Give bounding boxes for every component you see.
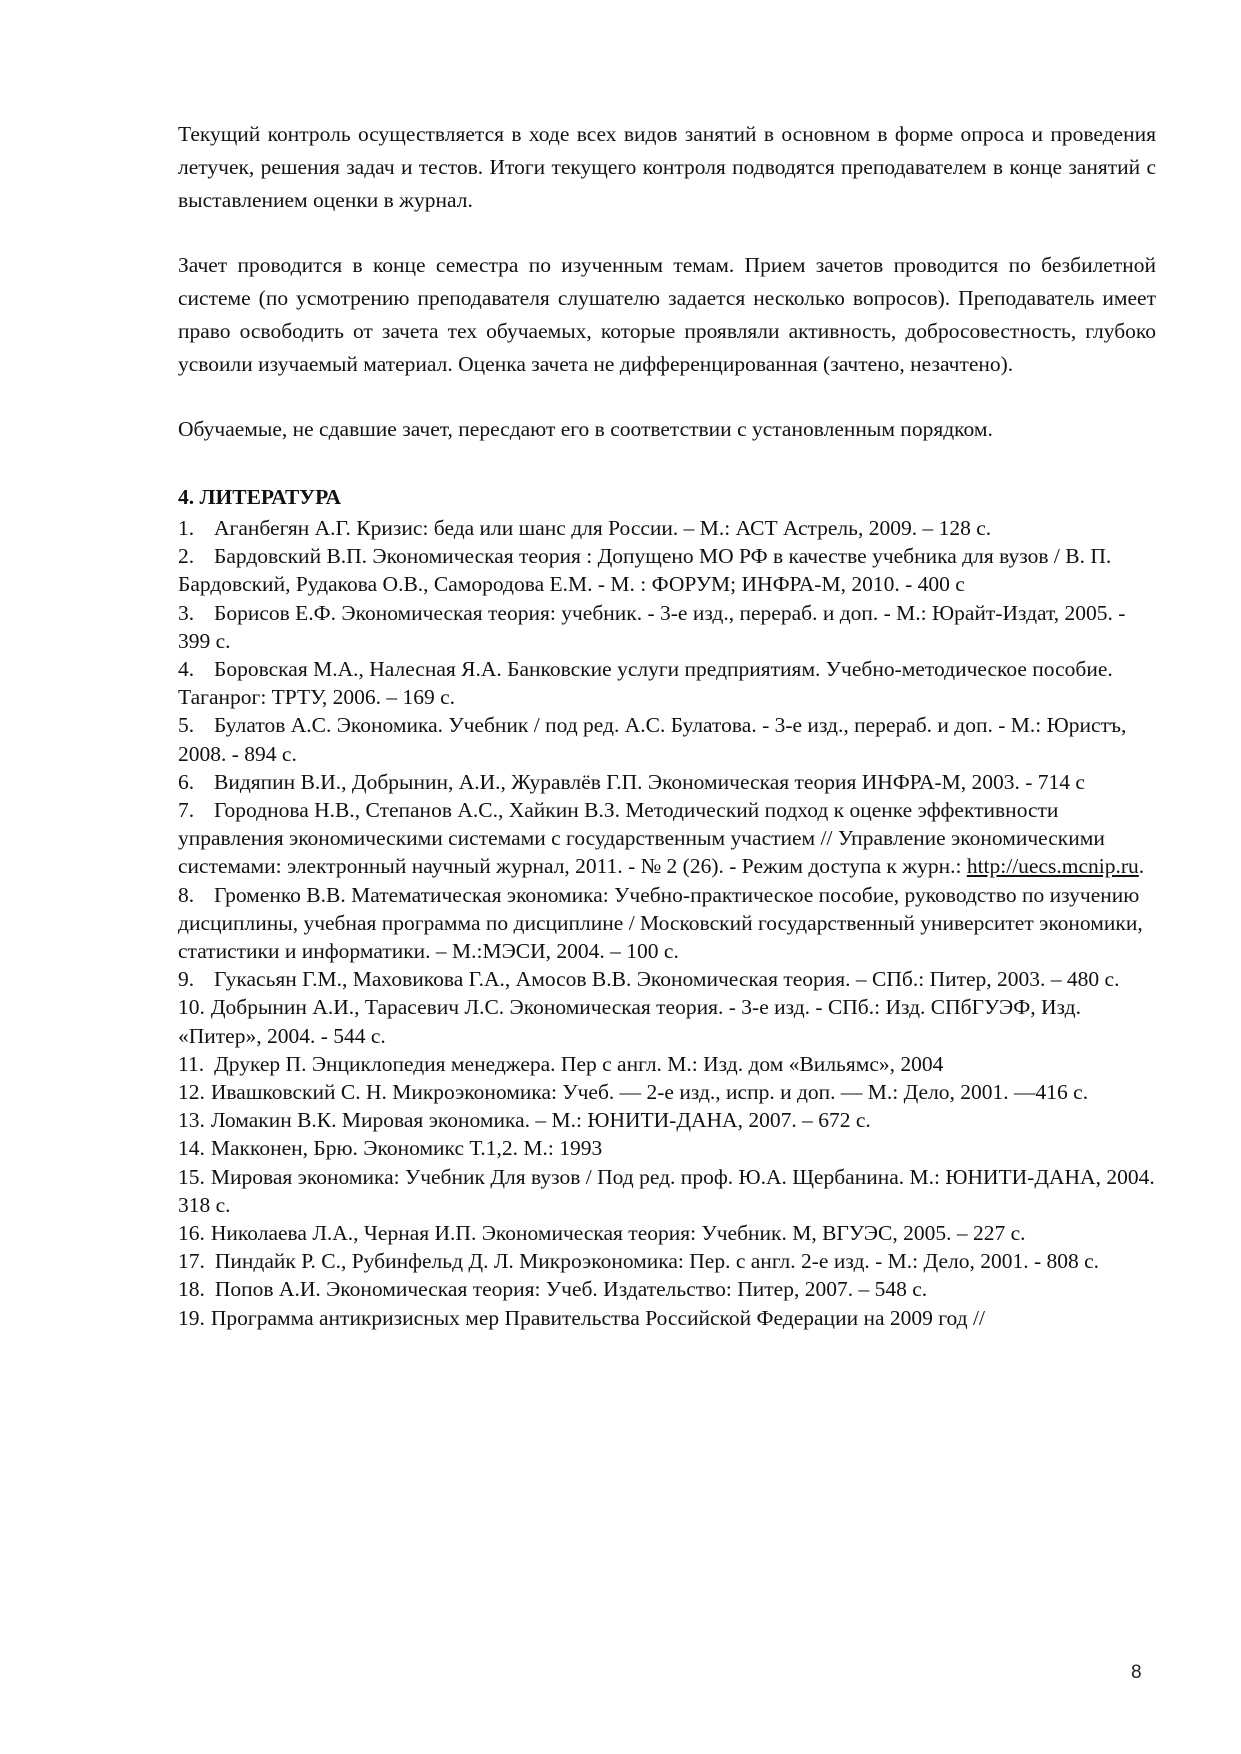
reference-item (178, 965, 1156, 993)
reference-item (178, 542, 1156, 598)
reference-text: Николаева Л.А., Черная И.П. Экономическая теория: Учебник. М, ВГУЭС, 2005. – 227 с. (210, 1221, 1026, 1246)
reference-item (178, 655, 1156, 711)
reference-number: 1. (178, 516, 195, 540)
reference-text: Громенко В.В. Математическая экономика: Учебно-практическое пособие, руководство по изучению дисциплины, учебная программа по дисциплине / Московский государственный университет экономики, статистики и информатики. – М.:МЭСИ, 2004. – 100 с. (178, 882, 1143, 964)
reference-text: Аганбегян А.Г. Кризис: беда или шанс для России. – М.: АСТ Астрель, 2009. – 128 с. (214, 516, 992, 540)
reference-text: Ломакин В.К. Мировая экономика. – М.: ЮНИТИ-ДАНА, 2007. – 672 с. (210, 1108, 871, 1133)
reference-number: 17. (178, 1249, 205, 1274)
reference-text: Пиндайк Р. С., Рубинфельд Д. Л. Микроэкономика: Пер. с англ. 2-е изд. - М.: Дело, 2001. - 808 с. (214, 1249, 1100, 1274)
reference-text: Программа антикризисных мер Правительства Российской Федерации на 2009 год // (210, 1305, 985, 1330)
reference-number: 2. (178, 544, 195, 569)
reference-text: Макконен, Брю. Экономикс Т.1,2. М.: 1993 (210, 1136, 603, 1161)
reference-text: Городнова Н.В., Степанов А.С., Хайкин В.З. Методический подход к оценке эффективности управления экономическими системами с государственным участием // Управление экономическими системами: электронный научный журнал, 2011. - № 2 (26). - Режим доступа к журн.: (178, 798, 1105, 879)
document-body (178, 118, 1156, 1332)
reference-number: 12. (178, 1080, 205, 1105)
reference-item (178, 993, 1156, 1049)
reference-text: Ивашковский С. Н. Микроэкономика: Учеб. — 2-е изд., испр. и доп. — М.: Дело, 2001. —416 с. (210, 1080, 1089, 1105)
reference-text: Попов А.И. Экономическая теория: Учеб. Издательство: Питер, 2007. – 548 с. (214, 1277, 928, 1302)
reference-number: 8. (178, 882, 195, 907)
reference-number: 11. (178, 1051, 205, 1076)
reference-item (178, 768, 1156, 796)
reference-number: 5. (178, 713, 195, 738)
paragraph-credit-exam: Зачет проводится в конце семестра по изученным темам. Прием зачетов проводится по безбилетной системе (по усмотрению преподавателя слушателю задается несколько вопросов). Преподаватель имеет право освободить от зачета тех обучаемых, которые проявляли активность, добросовестность, глубоко усвоили изучаемый материал. Оценка зачета не дифференцированная (зачтено, незачтено). (178, 253, 1156, 376)
paragraph-current-control: Текущий контроль осуществляется в ходе всех видов занятий в основном в форме опроса и проведения летучек, решения задач и тестов. Итоги текущего контроля подводятся преподавателем в конце занятий с выставлением оценки в журнал. (178, 122, 1156, 212)
reference-number: 10. (178, 995, 205, 1020)
reference-text: Друкер П. Энциклопедия менеджера. Пер с англ. М.: Изд. дом «Вильямс», 2004 (214, 1051, 944, 1076)
reference-item (178, 1078, 1156, 1106)
reference-item (178, 1304, 1156, 1332)
reference-item (178, 881, 1156, 966)
reference-list (178, 514, 1156, 1332)
reference-item (178, 1050, 1156, 1078)
journal-link[interactable]: http://uecs.mcnip.ru (966, 854, 1139, 879)
reference-item (178, 1163, 1156, 1219)
reference-item (178, 1247, 1156, 1275)
reference-number: 16. (178, 1221, 205, 1246)
reference-number: 9. (178, 967, 195, 992)
page-number: 8 (1131, 1662, 1142, 1683)
reference-text: Бардовский В.П. Экономическая теория : Допущено МО РФ в качестве учебника для вузов / В. П. Бардовский, Рудакова О.В., Самородова Е.М. - М. : ФОРУМ; ИНФРА-М, 2010. - 400 с (178, 544, 1112, 597)
reference-text: Видяпин В.И., Добрынин, А.И., Журавлёв Г.П. Экономическая теория ИНФРА-М, 2003. - 714 с (214, 769, 1085, 794)
reference-number: 19. (178, 1305, 205, 1330)
reference-item (178, 1275, 1156, 1303)
reference-text: Борисов Е.Ф. Экономическая теория: учебник. - 3-е изд., перераб. и доп. - М.: Юрайт-Издат, 2005. - 399 с. (178, 600, 1126, 653)
reference-number: 4. (178, 657, 195, 682)
section-heading-literature: 4. ЛИТЕРАТУРА (178, 485, 341, 509)
reference-text: Булатов А.С. Экономика. Учебник / под ред. А.С. Булатова. - 3-е изд., перераб. и доп. - М.: Юристъ, 2008. - 894 с. (178, 713, 1127, 766)
reference-number: 3. (178, 600, 195, 625)
reference-item (178, 796, 1156, 881)
reference-text: Мировая экономика: Учебник Для вузов / Под ред. проф. Ю.А. Щербанина. М.: ЮНИТИ-ДАНА, 2004. 318 с. (178, 1164, 1155, 1217)
reference-item (178, 1106, 1156, 1134)
reference-number: 14. (178, 1136, 205, 1161)
reference-text: Гукасьян Г.М., Маховикова Г.А., Амосов В.В. Экономическая теория. – СПб.: Питер, 2003. – 480 с. (214, 967, 1120, 992)
reference-number: 7. (178, 798, 195, 823)
reference-item (178, 711, 1156, 767)
reference-text: Боровская М.А., Налесная Я.А. Банковские услуги предприятиям. Учебно-методическое пособие. Таганрог: ТРТУ, 2006. – 169 с. (178, 657, 1113, 710)
reference-number: 15. (178, 1164, 205, 1189)
reference-text-end: . (1138, 854, 1145, 879)
reference-number: 13. (178, 1108, 205, 1133)
reference-text: Добрынин А.И., Тарасевич Л.С. Экономическая теория. - 3-е изд. - СПб.: Изд. СПбГУЭФ, Изд. «Питер», 2004. - 544 с. (178, 995, 1081, 1048)
reference-item (178, 1219, 1156, 1247)
reference-number: 18. (178, 1277, 205, 1302)
reference-item (178, 1134, 1156, 1162)
paragraph-retake: Обучаемые, не сдавшие зачет, пересдают его в соответствии с установленным порядком. (178, 417, 993, 441)
reference-number: 6. (178, 769, 195, 794)
reference-item (178, 599, 1156, 655)
reference-item (178, 514, 1156, 542)
